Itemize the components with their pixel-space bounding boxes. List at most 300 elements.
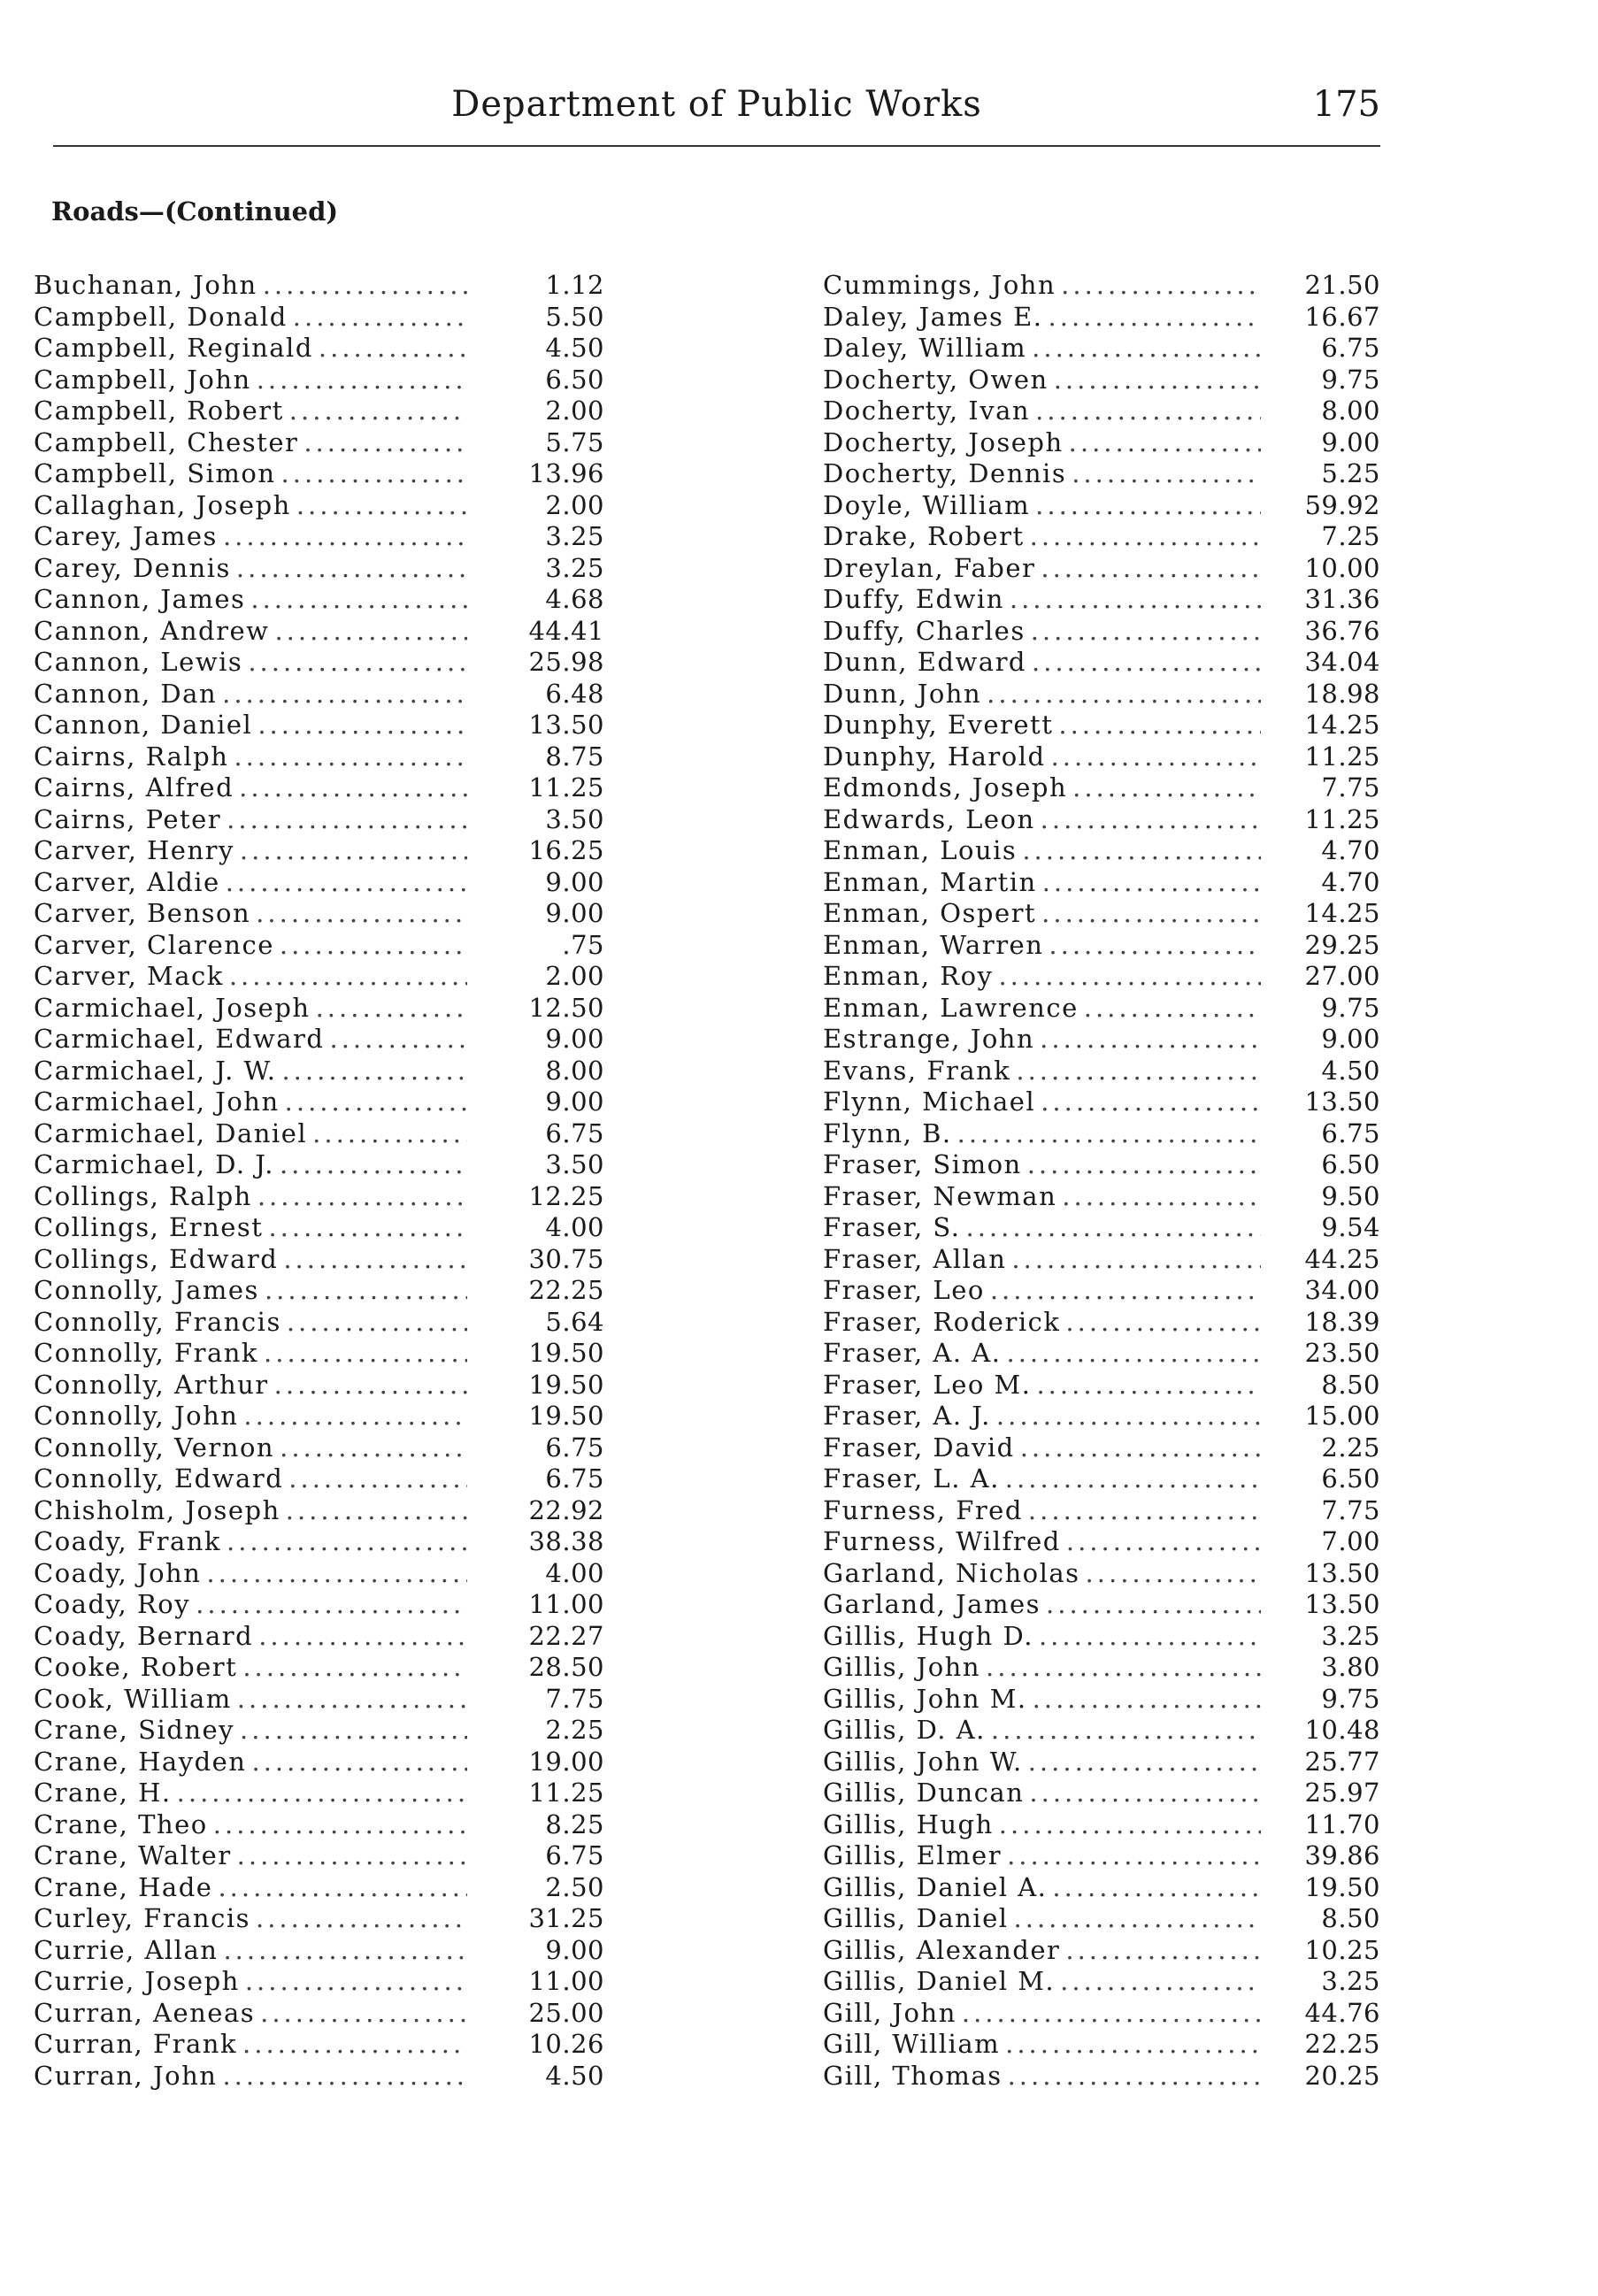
payment-amount: 9.50 xyxy=(1321,1180,1380,1211)
payment-amount: 11.25 xyxy=(1304,741,1380,772)
list-item xyxy=(823,1275,1380,1307)
list-item xyxy=(823,1401,1380,1432)
dot-leader xyxy=(281,1056,467,1087)
payee-name: Carver, Mack xyxy=(34,961,224,991)
list-item xyxy=(34,1244,604,1276)
dot-leader xyxy=(206,1558,467,1590)
list-item xyxy=(34,867,604,899)
payee-name: Fraser, Leo xyxy=(823,1275,985,1305)
header-rule xyxy=(53,145,1380,147)
list-item xyxy=(34,1903,604,1935)
list-item xyxy=(823,772,1380,804)
list-item xyxy=(823,1998,1380,2030)
payment-amount: 22.27 xyxy=(528,1620,604,1651)
list-item xyxy=(823,1181,1380,1213)
payee-name: Edwards, Leon xyxy=(823,803,1035,834)
dot-leader xyxy=(286,1495,467,1527)
payment-amount: 25.98 xyxy=(528,647,604,677)
list-item xyxy=(823,302,1380,334)
payee-name: Enman, Louis xyxy=(823,835,1018,865)
payee-name: Dreylan, Faber xyxy=(823,552,1036,583)
dot-leader xyxy=(222,679,467,710)
payee-name: Crane, Hade xyxy=(34,1871,213,1902)
payee-name: Crane, Hayden xyxy=(34,1746,247,1777)
dot-leader xyxy=(264,1338,467,1370)
dot-leader xyxy=(1039,1621,1261,1653)
list-item xyxy=(34,835,604,867)
payment-amount: 39.86 xyxy=(1304,1840,1380,1870)
dot-leader xyxy=(1031,616,1261,648)
payment-amount: 10.26 xyxy=(528,2029,604,2059)
dot-leader xyxy=(1041,1087,1261,1118)
payee-name: Collings, Ralph xyxy=(34,1180,252,1211)
payment-amount: 4.50 xyxy=(1321,1055,1380,1086)
payee-name: Flynn, Michael xyxy=(823,1087,1036,1117)
dot-leader xyxy=(240,1715,467,1747)
dot-leader xyxy=(281,458,467,490)
dot-leader xyxy=(986,1652,1261,1684)
dot-leader xyxy=(256,898,467,930)
payment-amount: 13.96 xyxy=(528,458,604,488)
payment-amount: 25.97 xyxy=(1304,1778,1380,1808)
dot-leader xyxy=(1032,647,1261,679)
payee-name: Cannon, Dan xyxy=(34,678,218,709)
dot-leader xyxy=(1035,490,1261,522)
payee-name: Docherty, Owen xyxy=(823,364,1049,395)
dot-leader xyxy=(1005,1463,1261,1495)
payment-amount: 19.00 xyxy=(528,1746,604,1777)
payment-amount: 5.64 xyxy=(545,1306,604,1337)
dot-leader xyxy=(1084,993,1261,1025)
dot-leader xyxy=(274,1370,467,1401)
payment-amount: 2.25 xyxy=(1321,1432,1380,1463)
list-item xyxy=(34,1432,604,1464)
payee-name: Fraser, Allan xyxy=(823,1243,1007,1274)
payment-amount: 44.76 xyxy=(1304,1997,1380,2028)
list-item xyxy=(823,1903,1380,1935)
list-item xyxy=(823,2029,1380,2061)
dot-leader xyxy=(242,2029,467,2061)
dot-leader xyxy=(296,490,467,522)
payee-name: Curran, Frank xyxy=(34,2029,238,2059)
payee-name: Crane, Theo xyxy=(34,1808,208,1839)
dot-leader xyxy=(998,961,1261,993)
list-item xyxy=(34,365,604,396)
payment-amount: 16.25 xyxy=(528,835,604,865)
dot-leader xyxy=(280,1149,467,1181)
payee-name: Fraser, Roderick xyxy=(823,1306,1061,1337)
list-item xyxy=(34,1307,604,1339)
payee-name: Campbell, Robert xyxy=(34,395,284,426)
list-item xyxy=(823,521,1380,553)
dot-leader xyxy=(283,1244,467,1276)
payee-name: Carey, Dennis xyxy=(34,552,231,583)
dot-leader xyxy=(229,961,467,993)
dot-leader xyxy=(1062,1181,1261,1213)
payment-amount: 9.00 xyxy=(545,898,604,928)
payee-name: Crane, Sidney xyxy=(34,1715,235,1745)
list-item xyxy=(34,2029,604,2061)
list-item xyxy=(34,1212,604,1244)
payment-amount: 3.25 xyxy=(1321,1620,1380,1651)
list-item xyxy=(823,1966,1380,1998)
payee-name: Curran, John xyxy=(34,2060,218,2091)
payment-amount: 9.00 xyxy=(1321,1024,1380,1054)
list-item xyxy=(34,395,604,427)
dot-leader xyxy=(1072,772,1261,804)
list-item xyxy=(823,1652,1380,1684)
payment-amount: 21.50 xyxy=(1304,270,1380,300)
payment-amount: 1.12 xyxy=(545,270,604,300)
payment-amount: 25.77 xyxy=(1304,1746,1380,1777)
payee-name: Fraser, S. xyxy=(823,1212,961,1242)
payment-amount: 22.25 xyxy=(528,1275,604,1305)
dot-leader xyxy=(222,2061,467,2093)
payment-amount: 9.75 xyxy=(1321,992,1380,1023)
dot-leader xyxy=(1086,1558,1261,1590)
payee-name: Gillis, Daniel A. xyxy=(823,1871,1048,1902)
payee-name: Dunphy, Everett xyxy=(823,710,1054,740)
list-item xyxy=(34,1526,604,1558)
payment-amount: 2.00 xyxy=(545,395,604,426)
dot-leader xyxy=(319,333,467,365)
payee-name: Gillis, Duncan xyxy=(823,1778,1025,1808)
list-item xyxy=(34,772,604,804)
list-item xyxy=(34,1370,604,1401)
list-item xyxy=(34,1840,604,1872)
list-item xyxy=(34,553,604,585)
payee-name: Cook, William xyxy=(34,1683,232,1714)
payee-name: Coady, John xyxy=(34,1557,202,1588)
payment-amount: 9.54 xyxy=(1321,1212,1380,1242)
dot-leader xyxy=(1007,1840,1261,1872)
payment-amount: 18.39 xyxy=(1304,1306,1380,1337)
list-item xyxy=(823,1370,1380,1401)
dot-leader xyxy=(257,1181,467,1213)
list-item xyxy=(34,458,604,490)
payment-amount: 11.70 xyxy=(1304,1808,1380,1839)
dot-leader xyxy=(1005,2029,1261,2061)
page-header xyxy=(53,84,1380,137)
dot-leader xyxy=(1027,1149,1261,1181)
payment-amount: 11.25 xyxy=(528,1778,604,1808)
payee-name: Furness, Fred xyxy=(823,1494,1023,1525)
dot-leader xyxy=(223,521,467,553)
payee-name: Docherty, Dennis xyxy=(823,458,1067,488)
list-item xyxy=(34,1621,604,1653)
payment-amount: 10.25 xyxy=(1304,1934,1380,1965)
payee-name: Connolly, James xyxy=(34,1275,259,1305)
dot-leader xyxy=(316,993,467,1025)
payment-amount: 22.92 xyxy=(528,1494,604,1525)
dot-leader xyxy=(285,1087,467,1118)
payment-amount: 13.50 xyxy=(1304,1087,1380,1117)
list-item xyxy=(34,521,604,553)
dot-leader xyxy=(1028,1495,1261,1527)
list-item xyxy=(34,1149,604,1181)
payee-name: Chisholm, Joseph xyxy=(34,1494,280,1525)
list-item xyxy=(34,270,604,302)
dot-leader xyxy=(1022,835,1261,867)
payee-name: Docherty, Joseph xyxy=(823,426,1064,457)
payee-name: Estrange, John xyxy=(823,1024,1035,1054)
list-item xyxy=(823,1495,1380,1527)
list-item xyxy=(823,1432,1380,1464)
list-item xyxy=(34,1401,604,1432)
payee-name: Carver, Clarence xyxy=(34,929,274,960)
dot-leader xyxy=(1020,1432,1261,1464)
right-column-list xyxy=(823,270,1380,2092)
payee-name: Curley, Francis xyxy=(34,1903,250,1933)
list-item xyxy=(823,1463,1380,1495)
payment-amount: 31.25 xyxy=(528,1903,604,1933)
page-title: Department of Public Works xyxy=(451,84,982,125)
list-item xyxy=(34,616,604,648)
dot-leader xyxy=(1011,1244,1261,1276)
list-item xyxy=(823,993,1380,1025)
list-item xyxy=(34,1495,604,1527)
payee-name: Enman, Roy xyxy=(823,961,994,991)
dot-leader xyxy=(1041,804,1261,836)
payment-amount: 12.25 xyxy=(528,1180,604,1211)
payment-amount: 14.25 xyxy=(1304,898,1380,928)
dot-leader xyxy=(999,1809,1261,1841)
list-item xyxy=(34,2061,604,2093)
payment-amount: 9.00 xyxy=(545,1087,604,1117)
list-item xyxy=(823,1715,1380,1747)
dot-leader xyxy=(1065,1307,1261,1339)
list-item xyxy=(823,365,1380,396)
payee-name: Fraser, Leo M. xyxy=(823,1369,1032,1400)
payment-amount: 3.25 xyxy=(1321,1966,1380,1996)
list-item xyxy=(34,1056,604,1087)
payment-amount: 36.76 xyxy=(1304,615,1380,646)
dot-leader xyxy=(1028,1747,1261,1778)
payment-amount: 7.75 xyxy=(1321,772,1380,802)
dot-leader xyxy=(987,679,1261,710)
list-item xyxy=(823,1778,1380,1809)
dot-leader xyxy=(1049,302,1261,334)
payment-amount: 7.25 xyxy=(1321,521,1380,551)
payee-name: Doyle, William xyxy=(823,489,1031,520)
payee-name: Connolly, Arthur xyxy=(34,1369,269,1400)
payment-amount: 3.80 xyxy=(1321,1652,1380,1682)
list-item xyxy=(34,1809,604,1841)
payee-name: Campbell, Reginald xyxy=(34,333,313,363)
payee-name: Enman, Ospert xyxy=(823,898,1037,928)
payment-amount: 6.75 xyxy=(1321,1117,1380,1148)
list-item xyxy=(34,1118,604,1150)
payee-name: Gillis, Hugh xyxy=(823,1808,994,1839)
payee-name: Fraser, A. A. xyxy=(823,1338,1002,1368)
payment-amount: 8.25 xyxy=(545,1808,604,1839)
payee-name: Fraser, Simon xyxy=(823,1149,1022,1179)
list-item xyxy=(823,898,1380,930)
dot-leader xyxy=(1060,1966,1261,1998)
payment-amount: 27.00 xyxy=(1304,961,1380,991)
list-item xyxy=(823,1840,1380,1872)
list-item xyxy=(823,1621,1380,1653)
payment-amount: 9.75 xyxy=(1321,364,1380,395)
payee-name: Gillis, Daniel M. xyxy=(823,1966,1056,1996)
payee-name: Evans, Frank xyxy=(823,1055,1011,1086)
dot-leader xyxy=(1051,741,1261,773)
list-item xyxy=(823,1684,1380,1716)
payee-name: Dunn, Edward xyxy=(823,647,1026,677)
dot-leader xyxy=(1016,1056,1261,1087)
dot-leader xyxy=(1036,1370,1261,1401)
dot-leader xyxy=(1054,365,1261,396)
payment-amount: 11.25 xyxy=(1304,803,1380,834)
payee-name: Connolly, Edward xyxy=(34,1463,284,1494)
dot-leader xyxy=(293,302,467,334)
payment-amount: 11.25 xyxy=(528,772,604,802)
list-item xyxy=(823,930,1380,962)
list-item xyxy=(34,1463,604,1495)
dot-leader xyxy=(177,1778,467,1809)
list-item xyxy=(823,1149,1380,1181)
list-item xyxy=(34,1935,604,1967)
payment-amount: 15.00 xyxy=(1304,1401,1380,1431)
payee-name: Carmichael, Joseph xyxy=(34,992,311,1023)
dot-leader xyxy=(236,553,467,585)
payment-amount: 30.75 xyxy=(528,1243,604,1274)
list-item xyxy=(823,270,1380,302)
payment-amount: 19.50 xyxy=(528,1369,604,1400)
payment-amount: 6.75 xyxy=(1321,333,1380,363)
list-item xyxy=(34,993,604,1025)
payment-amount: 6.50 xyxy=(545,364,604,395)
dot-leader xyxy=(289,395,467,427)
dot-leader xyxy=(260,1998,467,2030)
payee-name: Gillis, John W. xyxy=(823,1746,1023,1777)
payment-amount: 3.50 xyxy=(545,1149,604,1179)
payee-name: Gillis, Hugh D. xyxy=(823,1620,1033,1651)
list-item xyxy=(34,1558,604,1590)
payment-amount: 11.00 xyxy=(528,1966,604,1996)
payment-amount: 5.25 xyxy=(1321,458,1380,488)
payment-amount: 13.50 xyxy=(1304,1557,1380,1588)
payee-name: Duffy, Edwin xyxy=(823,584,1004,614)
payee-name: Campbell, John xyxy=(34,364,251,395)
payment-amount: 16.67 xyxy=(1304,301,1380,332)
payment-amount: 9.00 xyxy=(545,1024,604,1054)
payment-amount: 8.00 xyxy=(545,1055,604,1086)
dot-leader xyxy=(1052,1872,1261,1904)
payee-name: Flynn, B. xyxy=(823,1117,952,1148)
payee-name: Curran, Aeneas xyxy=(34,1997,256,2028)
payment-amount: 14.25 xyxy=(1304,710,1380,740)
payment-amount: 28.50 xyxy=(528,1652,604,1682)
payee-name: Connolly, John xyxy=(34,1401,239,1431)
payee-name: Coady, Roy xyxy=(34,1589,191,1619)
payment-amount: 13.50 xyxy=(528,710,604,740)
list-item xyxy=(823,1087,1380,1118)
payment-amount: 44.25 xyxy=(1304,1243,1380,1274)
list-item xyxy=(823,1338,1380,1370)
payee-name: Collings, Edward xyxy=(34,1243,279,1274)
dot-leader xyxy=(248,647,467,679)
payee-name: Coady, Bernard xyxy=(34,1620,254,1651)
payee-name: Cairns, Ralph xyxy=(34,741,229,772)
payment-amount: 8.50 xyxy=(1321,1369,1380,1400)
list-item xyxy=(34,930,604,962)
list-item xyxy=(34,1715,604,1747)
payee-name: Drake, Robert xyxy=(823,521,1025,551)
payee-name: Cannon, James xyxy=(34,584,246,614)
payee-name: Carmichael, Daniel xyxy=(34,1117,308,1148)
dot-leader xyxy=(1010,584,1261,616)
dot-leader xyxy=(990,1275,1261,1307)
payment-amount: 2.00 xyxy=(545,961,604,991)
payment-amount: 11.00 xyxy=(528,1589,604,1619)
list-item xyxy=(823,616,1380,648)
payee-name: Cairns, Peter xyxy=(34,803,222,834)
dot-leader xyxy=(237,1840,467,1872)
dot-leader xyxy=(991,1715,1261,1747)
list-item xyxy=(34,1024,604,1056)
dot-leader xyxy=(240,835,467,867)
payee-name: Gillis, Daniel xyxy=(823,1903,1009,1933)
payee-name: Cannon, Lewis xyxy=(34,647,243,677)
list-item xyxy=(823,1056,1380,1087)
payee-name: Garland, Nicholas xyxy=(823,1557,1080,1588)
list-item xyxy=(823,961,1380,993)
list-item xyxy=(34,1181,604,1213)
dot-leader xyxy=(280,1432,467,1464)
list-item xyxy=(34,302,604,334)
list-item xyxy=(823,1558,1380,1590)
dot-leader xyxy=(1066,1526,1261,1558)
dot-leader xyxy=(1008,2061,1261,2093)
payee-name: Gillis, Alexander xyxy=(823,1934,1061,1965)
payment-amount: 10.00 xyxy=(1304,552,1380,583)
payee-name: Connolly, Frank xyxy=(34,1338,259,1368)
list-item xyxy=(34,1275,604,1307)
payment-amount: 7.75 xyxy=(1321,1494,1380,1525)
payee-name: Enman, Warren xyxy=(823,929,1044,960)
payee-name: Campbell, Donald xyxy=(34,301,288,332)
payment-amount: 4.50 xyxy=(545,2060,604,2091)
list-item xyxy=(34,584,604,616)
payee-name: Cooke, Robert xyxy=(34,1652,238,1682)
list-item xyxy=(823,867,1380,899)
dot-leader xyxy=(274,616,467,648)
dot-leader xyxy=(257,710,467,741)
payment-amount: 2.00 xyxy=(545,489,604,520)
dot-leader xyxy=(227,804,467,836)
payee-name: Gillis, John M. xyxy=(823,1683,1027,1714)
payee-name: Gillis, D. A. xyxy=(823,1715,986,1745)
payee-name: Carmichael, D. J. xyxy=(34,1149,274,1179)
dot-leader xyxy=(1069,427,1261,459)
payee-name: Gill, John xyxy=(823,1997,956,2028)
payee-name: Daley, James E. xyxy=(823,301,1043,332)
payee-name: Cannon, Daniel xyxy=(34,710,253,740)
payee-name: Buchanan, John xyxy=(34,270,257,300)
payment-amount: 34.00 xyxy=(1304,1275,1380,1305)
dot-leader xyxy=(287,1307,467,1339)
payment-amount: 8.75 xyxy=(545,741,604,772)
payment-amount: 25.00 xyxy=(528,1997,604,2028)
list-item xyxy=(823,679,1380,710)
list-item xyxy=(34,1338,604,1370)
payee-name: Gill, William xyxy=(823,2029,1001,2059)
list-item xyxy=(823,333,1380,365)
payee-name: Docherty, Ivan xyxy=(823,395,1031,426)
dot-leader xyxy=(234,741,467,773)
payment-amount: 4.68 xyxy=(545,584,604,614)
